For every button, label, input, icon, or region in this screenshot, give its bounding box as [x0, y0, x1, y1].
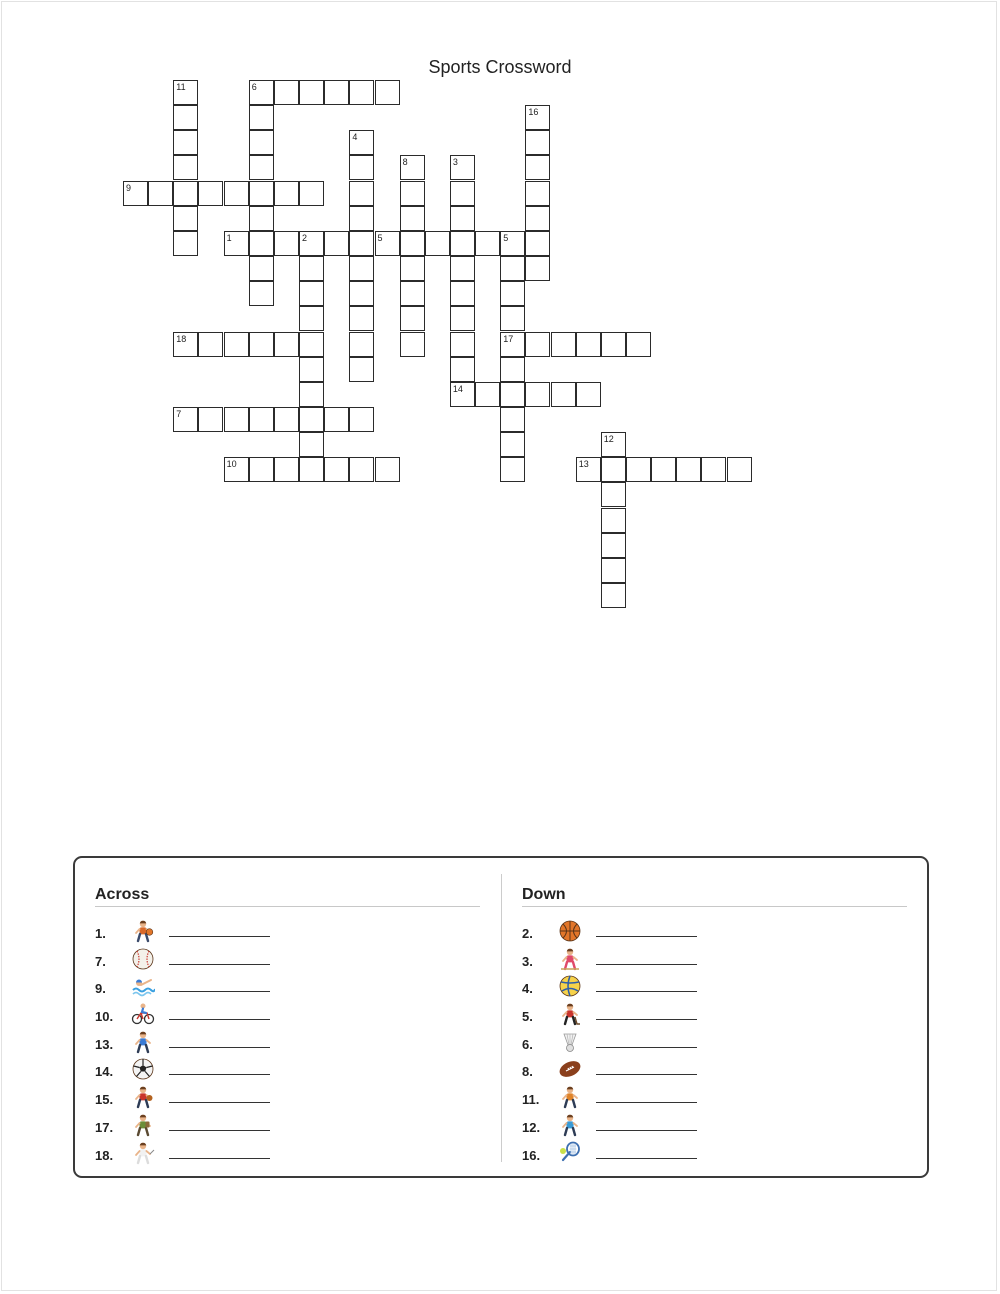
crossword-grid — [0, 0, 1000, 620]
across-clue-row — [95, 1030, 480, 1058]
grid-cell[interactable] — [400, 306, 425, 331]
grid-cell[interactable] — [299, 256, 324, 281]
grid-cell[interactable] — [299, 382, 324, 407]
down-column — [522, 886, 907, 1168]
grid-cell[interactable] — [500, 281, 525, 306]
clue-number: 7 — [176, 408, 182, 419]
grid-cell[interactable] — [198, 332, 223, 357]
grid-cell[interactable] — [249, 281, 274, 306]
clue-number: 10 — [226, 459, 237, 470]
clue-number: 18 — [176, 333, 187, 344]
grid-cell[interactable] — [299, 231, 324, 256]
grid-cell[interactable] — [324, 457, 349, 482]
clue-number-label: 10. — [95, 1009, 114, 1025]
across-clue-row — [95, 1057, 480, 1085]
down-clue-row — [522, 1002, 907, 1030]
grid-cell[interactable] — [601, 482, 626, 507]
grid-cell[interactable] — [601, 457, 626, 482]
grid-cell[interactable] — [525, 332, 550, 357]
clue-number-label: 4. — [522, 981, 533, 997]
grid-cell[interactable] — [274, 457, 299, 482]
clue-number: 2 — [302, 232, 308, 243]
down-clue-row — [522, 1085, 907, 1113]
clue-number-label: 17. — [95, 1119, 114, 1135]
baseball-icon — [131, 947, 155, 971]
clue-number: 14 — [452, 383, 463, 394]
shuttlecock-icon — [558, 1030, 582, 1054]
sprinter-icon — [558, 1085, 582, 1109]
grid-cell[interactable] — [173, 181, 198, 206]
grid-cell[interactable] — [274, 80, 299, 105]
grid-cell[interactable] — [299, 357, 324, 382]
grid-cell[interactable] — [324, 231, 349, 256]
grid-cell[interactable] — [349, 357, 374, 382]
grid-cell[interactable] — [525, 155, 550, 180]
grid-cell[interactable] — [249, 407, 274, 432]
swimmer-icon — [131, 974, 155, 998]
grid-cell[interactable] — [651, 457, 676, 482]
down-clue-row — [522, 1113, 907, 1141]
clue-number: 8 — [402, 157, 408, 168]
down-heading: Down — [522, 886, 907, 907]
grid-cell[interactable] — [500, 432, 525, 457]
grid-cell[interactable] — [500, 332, 525, 357]
grid-cell[interactable] — [701, 457, 726, 482]
grid-cell[interactable] — [349, 155, 374, 180]
grid-cell[interactable] — [173, 206, 198, 231]
grid-cell[interactable] — [224, 332, 249, 357]
grid-cell[interactable] — [274, 231, 299, 256]
grid-cell[interactable] — [601, 432, 626, 457]
answer-line[interactable] — [169, 991, 270, 992]
down-clue-list — [522, 919, 907, 1168]
grid-cell[interactable] — [249, 457, 274, 482]
across-clue-row — [95, 974, 480, 1002]
clue-number: 13 — [578, 459, 589, 470]
answer-line[interactable] — [169, 1047, 270, 1048]
clue-number-label: 9. — [95, 981, 106, 997]
grid-cell[interactable] — [274, 407, 299, 432]
grid-cell[interactable] — [198, 181, 223, 206]
answer-line[interactable] — [596, 1130, 697, 1131]
across-heading: Across — [95, 886, 480, 907]
grid-cell[interactable] — [450, 155, 475, 180]
grid-cell[interactable] — [375, 457, 400, 482]
grid-cell[interactable] — [274, 332, 299, 357]
grid-cell[interactable] — [375, 80, 400, 105]
clue-number-label: 12. — [522, 1119, 541, 1135]
clue-number: 4 — [352, 132, 358, 143]
grid-cell[interactable] — [400, 256, 425, 281]
grid-cell[interactable] — [299, 181, 324, 206]
grid-cell[interactable] — [525, 382, 550, 407]
grid-cell[interactable] — [500, 407, 525, 432]
grid-cell[interactable] — [123, 181, 148, 206]
grid-cell[interactable] — [450, 357, 475, 382]
answer-line[interactable] — [169, 1130, 270, 1131]
grid-cell[interactable] — [500, 357, 525, 382]
jogger-icon — [558, 1113, 582, 1137]
answer-line[interactable] — [596, 1019, 697, 1020]
grid-cell[interactable] — [551, 332, 576, 357]
answer-line[interactable] — [596, 1102, 697, 1103]
answer-line[interactable] — [596, 936, 697, 937]
grid-cell[interactable] — [249, 256, 274, 281]
grid-cell[interactable] — [249, 130, 274, 155]
grid-cell[interactable] — [349, 80, 374, 105]
volleyball-icon — [558, 974, 582, 998]
clue-number: 16 — [528, 107, 539, 118]
grid-cell[interactable] — [173, 80, 198, 105]
grid-cell[interactable] — [475, 231, 500, 256]
grid-cell[interactable] — [349, 181, 374, 206]
grid-cell[interactable] — [349, 457, 374, 482]
down-clue-row — [522, 1030, 907, 1058]
grid-cell[interactable] — [148, 181, 173, 206]
grid-cell[interactable] — [400, 281, 425, 306]
grid-cell[interactable] — [450, 281, 475, 306]
grid-cell[interactable] — [450, 382, 475, 407]
grid-cell[interactable] — [349, 281, 374, 306]
clue-number-label: 18. — [95, 1147, 114, 1163]
grid-cell[interactable] — [450, 256, 475, 281]
grid-cell[interactable] — [525, 256, 550, 281]
grid-cell[interactable] — [525, 181, 550, 206]
grid-cell[interactable] — [173, 155, 198, 180]
across-clue-row — [95, 1113, 480, 1141]
grid-cell[interactable] — [349, 332, 374, 357]
across-clue-row — [95, 1141, 480, 1169]
grid-cell[interactable] — [400, 231, 425, 256]
grid-cell[interactable] — [576, 382, 601, 407]
grid-cell[interactable] — [525, 231, 550, 256]
answer-line[interactable] — [596, 964, 697, 965]
grid-cell[interactable] — [500, 256, 525, 281]
answer-line[interactable] — [596, 1158, 697, 1159]
fencer-icon — [131, 1141, 155, 1165]
grid-cell[interactable] — [400, 181, 425, 206]
grid-cell[interactable] — [400, 155, 425, 180]
basketball-icon — [558, 919, 582, 943]
clue-number-label: 3. — [522, 953, 533, 969]
across-clue-row — [95, 1085, 480, 1113]
grid-cell[interactable] — [450, 332, 475, 357]
grid-cell[interactable] — [676, 457, 701, 482]
grid-cell[interactable] — [249, 332, 274, 357]
answer-line[interactable] — [596, 991, 697, 992]
clue-number-label: 5. — [522, 1009, 533, 1025]
grid-cell[interactable] — [249, 206, 274, 231]
grid-cell[interactable] — [525, 105, 550, 130]
clue-number-label: 14. — [95, 1064, 114, 1080]
grid-cell[interactable] — [576, 332, 601, 357]
grid-cell[interactable] — [450, 206, 475, 231]
grid-cell[interactable] — [299, 306, 324, 331]
clue-number: 5 — [377, 232, 383, 243]
cyclist-icon — [131, 1002, 155, 1026]
grid-cell[interactable] — [349, 206, 374, 231]
grid-cell[interactable] — [249, 80, 274, 105]
grid-cell[interactable] — [299, 281, 324, 306]
clue-number: 17 — [503, 333, 514, 344]
clues-panel — [73, 856, 929, 1178]
grid-cell[interactable] — [500, 382, 525, 407]
hiker-icon — [131, 1113, 155, 1137]
clue-number-label: 11. — [522, 1092, 540, 1108]
answer-line[interactable] — [169, 1019, 270, 1020]
answer-line[interactable] — [596, 1047, 697, 1048]
across-clue-row — [95, 1002, 480, 1030]
runner-icon — [131, 1030, 155, 1054]
grid-cell[interactable] — [299, 80, 324, 105]
grid-cell[interactable] — [299, 432, 324, 457]
answer-line[interactable] — [169, 1158, 270, 1159]
grid-cell[interactable] — [500, 231, 525, 256]
across-clue-list — [95, 919, 480, 1168]
grid-cell[interactable] — [299, 332, 324, 357]
grid-cell[interactable] — [349, 306, 374, 331]
grid-cell[interactable] — [249, 105, 274, 130]
football-icon — [558, 1057, 582, 1081]
answer-line[interactable] — [169, 1074, 270, 1075]
grid-cell[interactable] — [450, 231, 475, 256]
clue-number-label: 2. — [522, 926, 533, 941]
gymnast-icon — [558, 947, 582, 971]
grid-cell[interactable] — [224, 407, 249, 432]
grid-cell[interactable] — [450, 306, 475, 331]
grid-cell[interactable] — [727, 457, 752, 482]
grid-cell[interactable] — [425, 231, 450, 256]
tennis-icon — [558, 1141, 582, 1165]
grid-cell[interactable] — [299, 457, 324, 482]
answer-line[interactable] — [169, 1102, 270, 1103]
clue-number: 9 — [126, 182, 132, 193]
grid-cell[interactable] — [375, 231, 400, 256]
across-clue-row — [95, 919, 480, 947]
grid-cell[interactable] — [274, 181, 299, 206]
clue-number-label: 13. — [95, 1036, 114, 1052]
grid-cell[interactable] — [601, 533, 626, 558]
clue-number: 6 — [251, 82, 257, 92]
grid-cell[interactable] — [224, 231, 249, 256]
page-title: Sports Crossword — [428, 57, 572, 77]
across-column — [95, 886, 480, 1168]
grid-cell[interactable] — [525, 206, 550, 231]
down-clue-row — [522, 1141, 907, 1169]
grid-cell[interactable] — [626, 457, 651, 482]
grid-cell[interactable] — [576, 457, 601, 482]
grid-cell[interactable] — [601, 583, 626, 608]
clue-number-label: 16. — [522, 1147, 541, 1163]
clue-number-label: 8. — [522, 1064, 533, 1080]
answer-line[interactable] — [169, 964, 270, 965]
grid-cell[interactable] — [626, 332, 651, 357]
grid-cell[interactable] — [224, 457, 249, 482]
down-clue-row — [522, 947, 907, 975]
grid-cell[interactable] — [324, 80, 349, 105]
clue-number-label: 6. — [522, 1036, 533, 1052]
answer-line[interactable] — [169, 936, 270, 937]
ball-player-icon — [131, 1085, 155, 1109]
grid-cell[interactable] — [475, 382, 500, 407]
clue-number-label: 7. — [95, 953, 106, 969]
clue-number: 12 — [603, 434, 614, 445]
grid-cell[interactable] — [249, 231, 274, 256]
clue-number: 5 — [503, 232, 509, 243]
clue-number: 11 — [176, 82, 186, 92]
grid-cell[interactable] — [224, 181, 249, 206]
clue-number-label: 15. — [95, 1092, 114, 1108]
grid-cell[interactable] — [500, 457, 525, 482]
grid-cell[interactable] — [249, 181, 274, 206]
clues-divider — [501, 874, 502, 1162]
grid-cell[interactable] — [173, 105, 198, 130]
soccer-ball-icon — [131, 1057, 155, 1081]
grid-cell[interactable] — [173, 332, 198, 357]
grid-cell[interactable] — [173, 231, 198, 256]
grid-cell[interactable] — [324, 407, 349, 432]
down-clue-row — [522, 1057, 907, 1085]
grid-cell[interactable] — [601, 558, 626, 583]
grid-cell[interactable] — [198, 407, 223, 432]
across-clue-row — [95, 947, 480, 975]
grid-cell[interactable] — [551, 382, 576, 407]
down-clue-row — [522, 919, 907, 947]
grid-cell[interactable] — [173, 407, 198, 432]
grid-cell[interactable] — [349, 256, 374, 281]
grid-cell[interactable] — [500, 306, 525, 331]
grid-cell[interactable] — [601, 508, 626, 533]
grid-cell[interactable] — [349, 130, 374, 155]
clue-number-label: 1. — [95, 926, 106, 941]
hockey-player-icon — [558, 1002, 582, 1026]
clue-number: 3 — [452, 157, 458, 168]
grid-cell[interactable] — [173, 130, 198, 155]
basketball-player-icon — [131, 919, 155, 943]
down-clue-row — [522, 974, 907, 1002]
grid-cell[interactable] — [601, 332, 626, 357]
grid-cell[interactable] — [525, 130, 550, 155]
grid-cell[interactable] — [249, 155, 274, 180]
grid-cell[interactable] — [349, 407, 374, 432]
grid-cell[interactable] — [450, 181, 475, 206]
answer-line[interactable] — [596, 1074, 697, 1075]
grid-cell[interactable] — [299, 407, 324, 432]
grid-cell[interactable] — [400, 206, 425, 231]
grid-cell[interactable] — [349, 231, 374, 256]
clue-number: 1 — [226, 232, 232, 243]
grid-cell[interactable] — [400, 332, 425, 357]
